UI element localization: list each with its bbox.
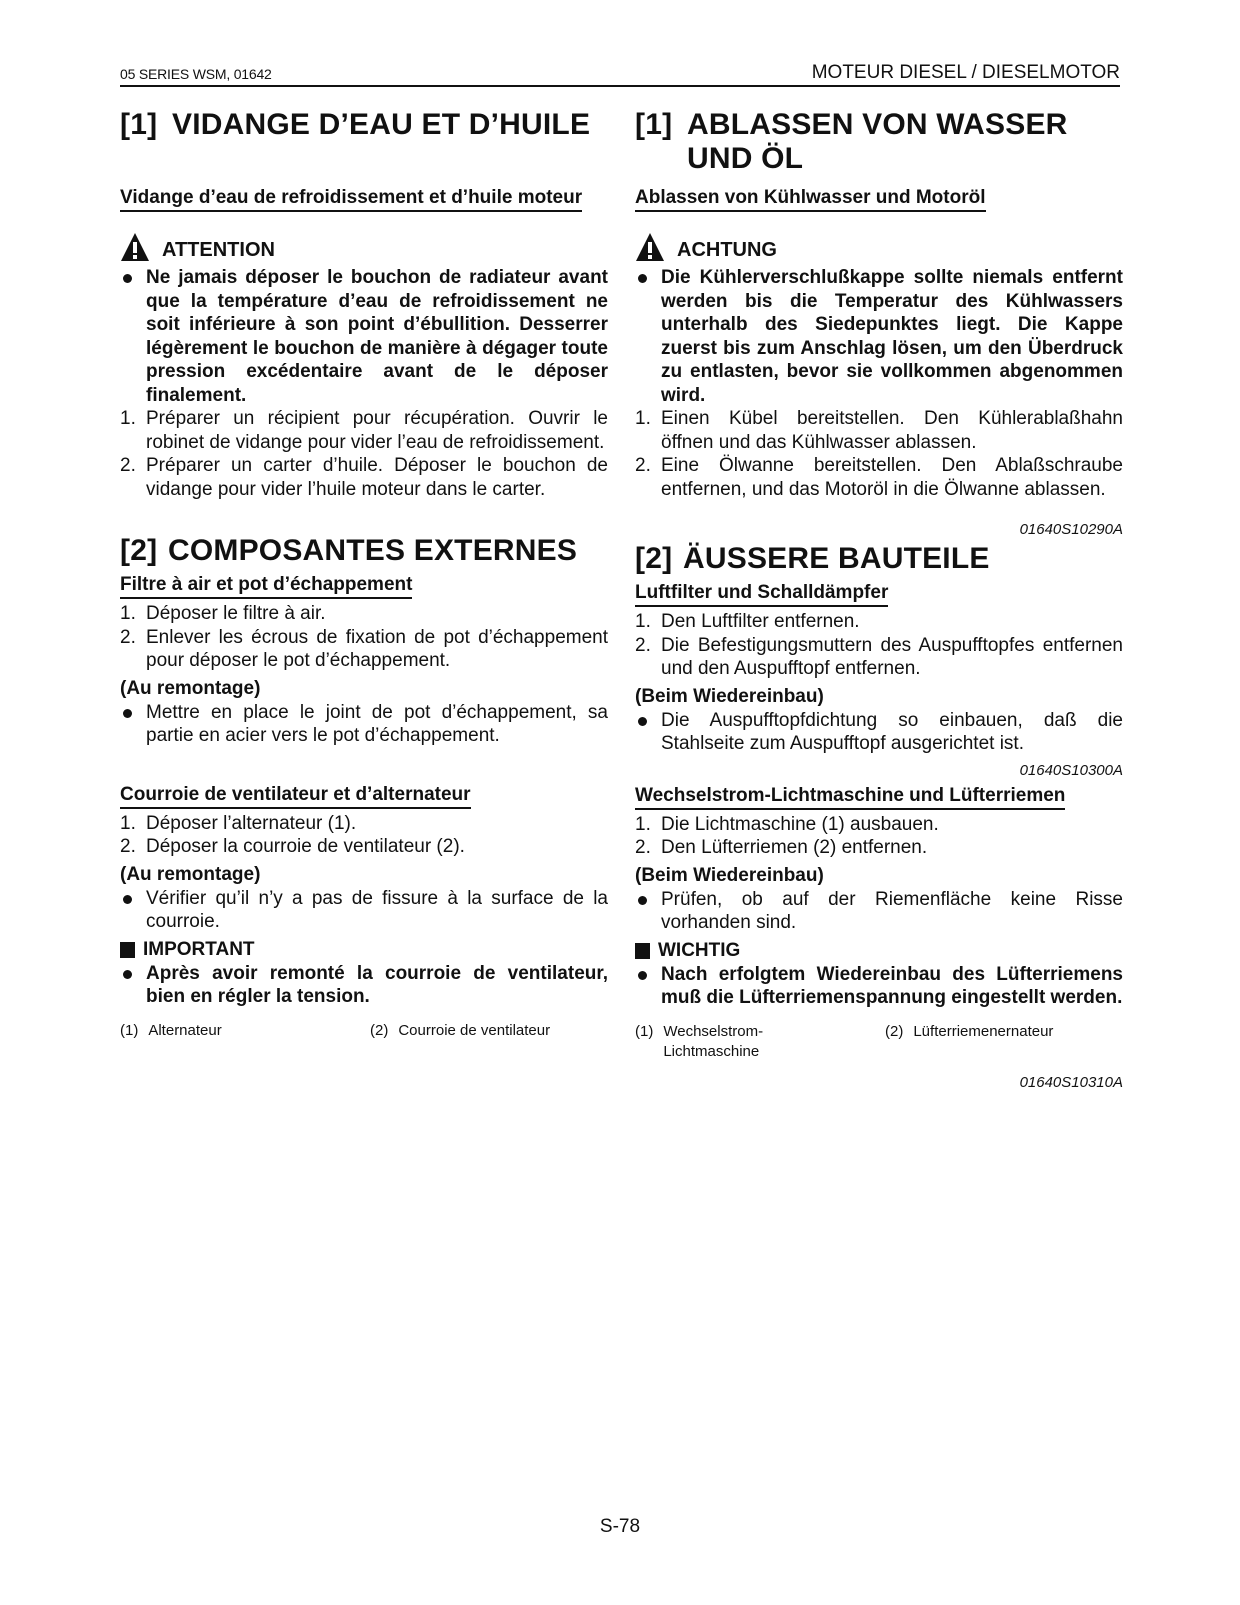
de-step-2: 2. Eine Ölwanne bereitstellen. Den Ablaßschraube entfernen, und das Motoröl in die Ölwanne ablassen. <box>635 455 1123 500</box>
de-fanbelt-bullet: Prüfen, ob auf der Riemenfläche keine Risse vorhanden sind. <box>635 888 1123 935</box>
de-code-1: 01640S10290A <box>1019 521 1123 538</box>
fr-fanbelt-step-2: 2. Déposer la courroie de ventilateur (2). <box>120 836 465 857</box>
page-header-left: 05 SERIES WSM, 01642 <box>120 66 272 82</box>
fr-fanbelt-bullet: Vérifier qu’il n’y a pas de fissure à la surface de la courroie. <box>120 887 608 934</box>
fr-important-heading: IMPORTANT <box>120 938 608 962</box>
fr-airfilter-bullet: Mettre en place le joint de pot d’échappement, sa partie en acier vers le pot d’échappement. <box>120 701 608 748</box>
fr-fanbelt-subhead: Courroie de ventilateur et d’alternateur <box>120 784 471 809</box>
page-number: S-78 <box>599 1516 641 1537</box>
de-airfilter-step-1: 1. Den Luftfilter entfernen. <box>635 611 860 632</box>
fr-airfilter-subhead: Filtre à air et pot d’échappement <box>120 574 412 599</box>
fr-step-1: 1. Préparer un récipient pour récupération. Ouvrir le robinet de vidange pour vider l’eau de refroidissement. <box>120 408 608 453</box>
de-important-heading: WICHTIG <box>635 939 1123 963</box>
de-fanbelt-step-1: 1. Die Lichtmaschine (1) ausbauen. <box>635 813 939 835</box>
de-section1-subhead: Ablassen von Kühlwasser und Motoröl <box>635 187 986 212</box>
de-code-3: 01640S10310A <box>1019 1073 1123 1091</box>
de-section1-title: [1] ABLASSEN VON WASSER UND ÖL <box>635 108 1068 175</box>
fr-warning-heading: ATTENTION <box>120 226 608 262</box>
page-header-right: MOTEUR DIESEL / DIESELMOTOR <box>811 62 1120 83</box>
de-step-1: 1. Einen Kübel bereitstellen. Den Kühlerablaßhahn öffnen und das Kühlwasser ablassen. <box>635 408 1123 453</box>
french-column <box>120 108 608 1041</box>
de-airfilter-bullet: Die Auspufftopfdichtung so einbauen, daß die Stahlseite zum Auspufftopf ausgerichtet ist. <box>635 709 1123 756</box>
de-section2-title: [2] ÄUSSERE BAUTEILE <box>635 542 990 575</box>
de-reassembly-label-2: (Beim Wiedereinbau) <box>635 864 824 886</box>
fr-airfilter-step-2: 2. Enlever les écrous de fixation de pot d’échappement pour déposer le pot d’échappement. <box>120 626 608 671</box>
de-airfilter-step-2: 2. Die Befestigungsmuttern des Auspufftopfes entfernen und den Auspufftopf entfernen. <box>635 634 1123 679</box>
warning-triangle-icon <box>120 232 150 262</box>
de-reassembly-label: (Beim Wiedereinbau) <box>635 685 824 707</box>
fr-airfilter-step-1: 1. Déposer le filtre à air. <box>120 603 326 624</box>
de-warning-text: Die Kühlerverschlußkappe sollte niemals entfernt werden bis die Temperatur des Kühlwassers unterhalb des Siedepunktes liegt. Die Kappe zuerst bis zum Anschlag lösen, um den Überdruck zu entlasten, bevor sie vollkommen abgenommen wird. <box>635 266 1123 407</box>
fr-reassembly-label: (Au remontage) <box>120 677 261 699</box>
important-square-icon <box>120 942 135 958</box>
de-airfilter-subhead: Luftfilter und Schalldämpfer <box>635 582 888 607</box>
fr-important-text: Après avoir remonté la courroie de ventilateur, bien en régler la tension. <box>120 962 608 1009</box>
fr-reassembly-label-2: (Au remontage) <box>120 863 261 885</box>
header-rule <box>120 85 1120 87</box>
fr-section1-title: [1] VIDANGE D’EAU ET D’HUILE <box>120 108 591 141</box>
fr-section1-subhead: Vidange d’eau de refroidissement et d’huile moteur <box>120 187 582 212</box>
de-fanbelt-step-2: 2. Den Lüfterriemen (2) entfernen. <box>635 837 928 858</box>
fr-legend: (1) Alternateur (2) Courroie de ventilateur <box>120 1021 551 1039</box>
de-fanbelt-subhead: Wechselstrom-Lichtmaschine und Lüfterriemen <box>635 785 1065 810</box>
important-square-icon <box>635 943 650 959</box>
de-code-2: 01640S10300A <box>1019 761 1123 779</box>
fr-section2-title: [2] COMPOSANTES EXTERNES <box>120 534 578 567</box>
de-legend: (1) Wechselstrom- Lichtmaschine (2) Lüfterriemenernateur <box>635 1022 1054 1060</box>
fr-fanbelt-step-1: 1. Déposer l’alternateur (1). <box>120 812 357 834</box>
fr-warning-text: Ne jamais déposer le bouchon de radiateur avant que la température d’eau de refroidissement ne soit inférieure à son point d’ébullition. Desserrer légèrement le bouchon de manière à dégager toute pression excédentaire avant de le déposer finalement. <box>120 266 608 407</box>
de-warning-heading: ACHTUNG <box>635 226 1123 262</box>
de-important-text: Nach erfolgtem Wiedereinbau des Lüfterriemens muß die Lüfterriemenspannung eingestellt werden. <box>635 963 1123 1010</box>
fr-step-2: 2. Préparer un carter d’huile. Déposer le bouchon de vidange pour vider l’huile moteur dans le carter. <box>120 455 608 500</box>
german-column <box>635 108 1123 1091</box>
warning-triangle-icon <box>635 232 665 262</box>
